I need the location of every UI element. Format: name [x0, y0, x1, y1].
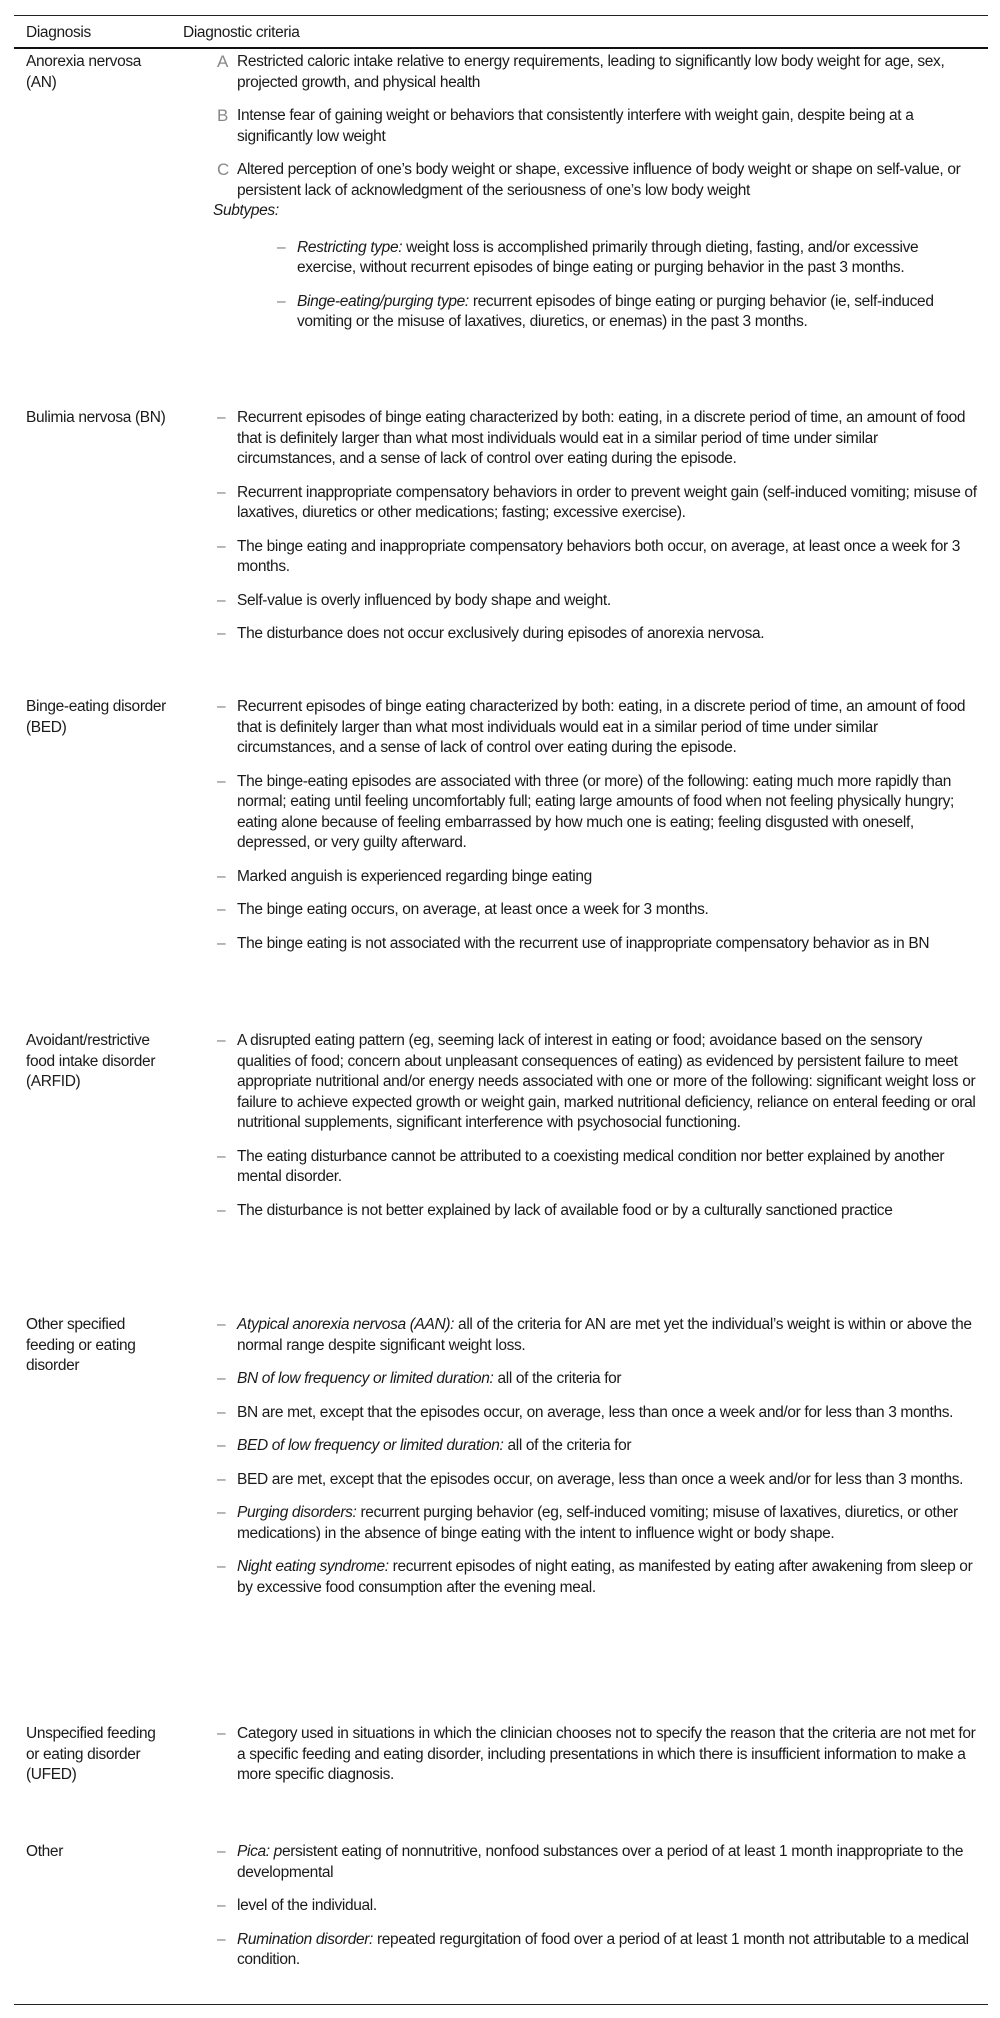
diagnosis-cell: Other [26, 1843, 64, 1860]
item-marker: – [217, 934, 226, 952]
item-marker: – [217, 901, 226, 918]
criterion-item [217, 1503, 977, 1544]
diagnosis-cell: Avoidant/restrictive food intake disorder (ARFID) [26, 1032, 156, 1090]
criterion-text: Intense fear of gaining weight or behaviors that consistently interfere with weight gain, despite being at a significantly low weight [237, 107, 914, 145]
criterion-item [217, 591, 977, 612]
item-marker: – [217, 409, 226, 426]
diagnosis-cell: Binge-eating disorder (BED) [26, 698, 166, 736]
item-marker: – [217, 1897, 226, 1914]
criterion-text: The binge eating is not associated with the recurrent use of inappropriate compensatory behavior as in BN [237, 934, 930, 952]
criterion-item [217, 160, 977, 201]
criterion-text: Self-value is overly influenced by body shape and weight. [237, 591, 611, 609]
criterion-item [217, 1470, 977, 1491]
criterion-text: A disrupted eating pattern (eg, seeming lack of interest in eating or food; avoidance based on the sensory qualities of food; concern about unpleasant consequences of eating) as evidenced by persistent failure to meet appropriate nutritional and/or energy needs associated with one or more of the following: significant weight loss or failure to achieve expected growth or weight gain, marked nutritional deficiency, reliance on enteral feeding or oral nutritional supplements, significant interference with psychosocial functioning. [237, 1032, 976, 1131]
column-header-diagnosis: Diagnosis [26, 24, 91, 41]
item-marker: – [217, 1725, 226, 1742]
item-marker: – [277, 292, 286, 310]
criterion-item [217, 1724, 977, 1786]
criteria-cell [217, 1315, 977, 1611]
criterion-text: all of the criteria for AN are met yet the individual’s weight is within or above the normal range despite significant weight loss. [237, 1316, 972, 1354]
criterion-text: Altered perception of one’s body weight or shape, excessive influence of body weight or shape on self-value, or persistent lack of acknowledgment of the seriousness of one’s low body weight [237, 161, 961, 199]
item-marker: – [217, 1147, 226, 1165]
criterion-item [217, 408, 977, 470]
criterion-item [277, 238, 977, 279]
criterion-item [217, 1147, 977, 1188]
criterion-lead: BED of low frequency or limited duration: [237, 1437, 504, 1454]
criterion-item [217, 1896, 977, 1917]
criterion-item [217, 1930, 977, 1971]
criterion-text: all of the criteria for [503, 1437, 632, 1454]
item-marker: – [217, 1843, 226, 1860]
criteria-cell [217, 1842, 977, 1984]
item-marker: C [217, 160, 229, 179]
criteria-cell [213, 52, 977, 346]
criterion-item [217, 106, 977, 147]
criterion-text: Marked anguish is experienced regarding binge eating [237, 867, 592, 885]
item-marker: – [217, 483, 226, 501]
criterion-item [217, 900, 977, 921]
criteria-cell [217, 408, 977, 658]
criterion-text: all of the criteria for [493, 1370, 622, 1387]
criterion-item [217, 1315, 977, 1356]
item-marker: – [217, 1370, 226, 1387]
criterion-lead: Pica: p [237, 1843, 282, 1860]
criterion-item [217, 52, 977, 93]
item-marker: – [277, 238, 286, 256]
criterion-text: Recurrent episodes of binge eating characterized by both: eating, in a discrete period of time, an amount of food that is definitely larger than what most individuals would eat in a similar period of time under similar circumstances, and a sense of lack of control over eating during the episode. [237, 409, 966, 467]
criterion-text: Recurrent inappropriate compensatory behaviors in order to prevent weight gain (self-induced vomiting; misuse of laxatives, diuretics or other medications; fasting; excessive exercise). [237, 483, 977, 521]
criterion-text: recurrent episodes of night eating, as manifested by eating after awakening from sleep or by excessive food consumption after the evening meal. [237, 1558, 973, 1596]
criterion-text: recurrent purging behavior (eg, self-induced vomiting; misuse of laxatives, diuretics, or other medications) in the absence of binge eating with the intent to influence wight or body shape. [237, 1504, 958, 1542]
criterion-item [277, 292, 977, 333]
criterion-lead: Night eating syndrome: [237, 1558, 389, 1575]
item-marker: – [217, 698, 226, 715]
item-marker: – [217, 1504, 226, 1521]
item-marker: – [217, 591, 226, 609]
criterion-text: level of the individual. [237, 1897, 377, 1914]
item-marker: – [217, 625, 226, 642]
criterion-text: The binge-eating episodes are associated with three (or more) of the following: eating much more rapidly than normal; eating until feeling uncomfortably full; eating large amounts of food when not feeling physically hungry; eating alone because of feeling embarrassed by how much one is eating; feeling disgusted with oneself, depressed, or very guilty afterward. [237, 772, 954, 851]
criteria-cell [217, 1724, 977, 1799]
item-marker: – [217, 867, 226, 885]
subtypes-label: Subtypes: [213, 202, 279, 219]
criterion-item [217, 624, 977, 645]
criterion-item [217, 1436, 977, 1457]
item-marker: A [217, 52, 228, 71]
criterion-lead: Atypical anorexia nervosa (AAN): [237, 1316, 455, 1333]
criterion-text: The disturbance does not occur exclusively during episodes of anorexia nervosa. [237, 625, 765, 642]
item-marker: – [217, 1032, 226, 1049]
criterion-lead: Restricting type: [297, 238, 403, 256]
criterion-lead: Rumination disorder: [237, 1930, 374, 1948]
criterion-text: BED are met, except that the episodes occur, on average, less than once a week and/or for less than 3 months. [237, 1470, 964, 1488]
criterion-text: Category used in situations in which the clinician chooses not to specify the reason that the criteria are not met for a specific feeding and eating disorder, including presentations in which there is insufficient information to make a more specific diagnosis. [237, 1725, 976, 1783]
item-marker: – [217, 1437, 226, 1454]
item-marker: – [217, 1930, 226, 1948]
criterion-text: ersistent eating of nonnutritive, nonfood substances over a period of at least 1 month inappropriate to the developmental [237, 1843, 964, 1881]
criterion-item [217, 867, 977, 888]
criteria-cell [217, 697, 977, 967]
diagnosis-cell: Anorexia nervosa (AN) [26, 53, 142, 91]
item-marker: – [217, 1316, 226, 1333]
criterion-text: repeated regurgitation of food over a period of at least 1 month not attributable to a medical condition. [237, 1930, 969, 1968]
criterion-item [217, 1842, 977, 1883]
item-marker: – [217, 1558, 226, 1575]
criterion-text: weight loss is accomplished primarily through dieting, fasting, and/or excessive exercise, without recurrent episodes of binge eating or purging behavior in the past 3 months. [297, 238, 919, 276]
criterion-text: The binge eating occurs, on average, at least once a week for 3 months. [237, 901, 709, 918]
item-marker: B [217, 106, 228, 125]
criterion-lead: Binge-eating/purging type: [297, 292, 469, 310]
header-rule [14, 47, 988, 49]
criterion-text: Restricted caloric intake relative to energy requirements, leading to significantly low body weight for age, sex, projected growth, and physical health [237, 53, 945, 91]
criterion-lead: Purging disorders: [237, 1504, 357, 1521]
table-top-rule [14, 15, 988, 16]
criterion-text: BN are met, except that the episodes occur, on average, less than once a week and/or for less than 3 months. [237, 1403, 954, 1421]
diagnosis-cell: Other specified feeding or eating disorder [26, 1316, 136, 1374]
criterion-item [217, 772, 977, 854]
criterion-lead: BN of low frequency or limited duration: [237, 1370, 494, 1387]
criterion-item [217, 1201, 977, 1222]
item-marker: – [217, 1403, 226, 1421]
item-marker: – [217, 1201, 226, 1219]
criterion-text: The binge eating and inappropriate compensatory behaviors both occur, on average, at least once a week for 3 months. [237, 537, 961, 575]
column-header-criteria: Diagnostic criteria [183, 24, 300, 41]
diagnosis-cell: Bulimia nervosa (BN) [26, 409, 166, 426]
criterion-text: The eating disturbance cannot be attributed to a coexisting medical condition nor better explained by another mental disorder. [237, 1147, 945, 1185]
criterion-item [217, 697, 977, 759]
criterion-text: Recurrent episodes of binge eating characterized by both: eating, in a discrete period of time, an amount of food that is definitely larger than what most individuals would eat in a similar period of time under similar circumstances, and a sense of lack of control over eating during the episode. [237, 698, 966, 756]
criterion-item [217, 1031, 977, 1134]
criterion-item [217, 1369, 977, 1390]
diagnosis-cell: Unspecified feeding or eating disorder (UFED) [26, 1725, 156, 1783]
criterion-text: recurrent episodes of binge eating or purging behavior (ie, self-induced vomiting or the misuse of laxatives, diuretics, or enemas) in the past 3 months. [297, 292, 934, 330]
criterion-text: The disturbance is not better explained by lack of available food or by a culturally sanctioned practice [237, 1201, 893, 1219]
criterion-item [217, 934, 977, 955]
item-marker: – [217, 537, 226, 555]
criterion-item [217, 537, 977, 578]
criterion-item [217, 1557, 977, 1598]
item-marker: – [217, 1470, 226, 1488]
criteria-cell [217, 1031, 977, 1234]
item-marker: – [217, 772, 226, 790]
table-bottom-rule [14, 2004, 988, 2005]
criterion-item [217, 1403, 977, 1424]
criterion-item [217, 483, 977, 524]
